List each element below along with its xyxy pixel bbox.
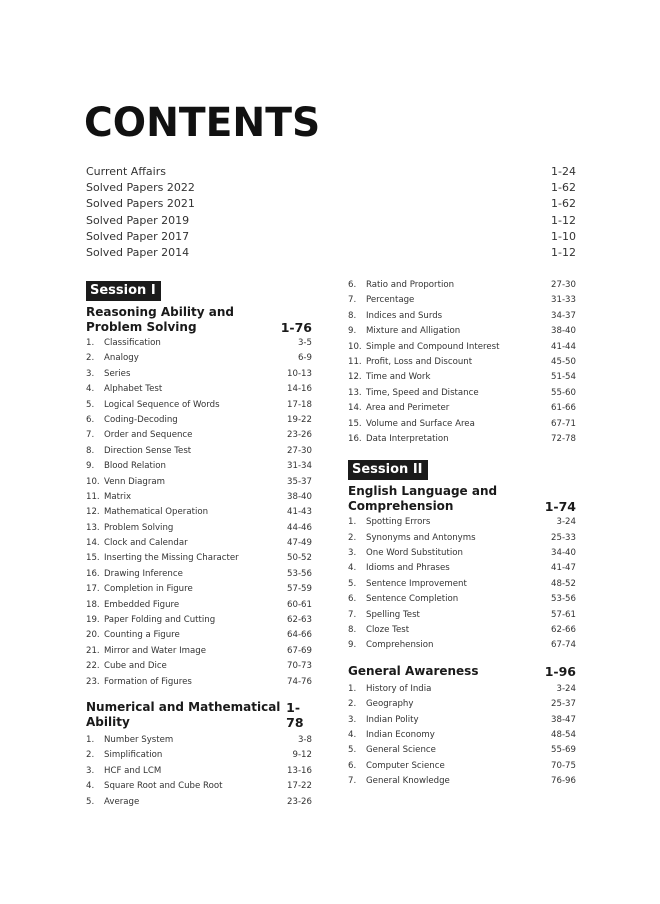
intro-label: Solved Paper 2014 [86,245,190,259]
entry-number: 7. [348,609,357,620]
toc-entry [86,336,312,351]
entry-number: 14. [86,538,100,549]
entry-pages: 60-61 [287,599,312,610]
entry-label: Volume and Surface Area [366,418,475,429]
entry-label: Alphabet Test [104,384,163,395]
toc-entry [86,779,312,794]
toc-entry [348,386,576,401]
session-2-badge: Session II [348,460,428,480]
entry-label: Spelling Test [366,609,420,620]
toc-entry [86,748,312,763]
toc-entry [86,733,312,748]
entry-number: 19. [86,615,100,626]
entry-pages: 41-44 [551,341,576,352]
entry-pages: 27-30 [551,280,576,290]
entry-number: 7. [348,295,357,306]
toc-entry [86,659,312,674]
entry-number: 8. [348,310,357,321]
entry-pages: 51-54 [551,372,576,383]
entry-number: 11. [86,491,100,502]
entry-label: Embedded Figure [104,599,180,610]
toc-entry [86,536,312,551]
intro-pages: 1-62 [551,197,576,211]
entry-label: Analogy [104,353,139,364]
entry-number: 2. [348,532,357,543]
entry-pages: 53-56 [551,594,576,605]
toc-entry [348,697,576,712]
entry-pages: 6-9 [297,353,312,364]
entry-number: 12. [348,372,362,383]
entry-pages: 34-40 [551,548,576,559]
session-1-badge: Session I [86,281,161,301]
entry-label: Square Root and Cube Root [104,781,223,792]
entry-label: Venn Diagram [104,476,166,487]
numerical-list [86,733,312,810]
entry-number: 5. [348,745,357,756]
entry-label: Geography [366,699,414,710]
entry-label: Clock and Calendar [104,538,188,549]
entry-pages: 47-49 [287,538,312,549]
entry-label: Mixture and Alligation [366,326,461,337]
entry-label: Counting a Figure [104,630,180,641]
entry-number: 15. [348,418,362,429]
entry-label: Problem Solving [104,522,174,533]
entry-pages: 67-71 [551,418,576,429]
toc-entry [348,713,576,728]
english-heading [348,484,576,514]
english-title-line2: Comprehension [348,499,454,514]
entry-number: 18. [86,599,100,610]
toc-entry [86,444,312,459]
intro-label: Solved Papers 2021 [86,197,195,211]
toc-entry [348,743,576,758]
reasoning-title-line1: Reasoning Ability and [86,305,235,319]
entry-label: Inserting the Missing Character [104,553,239,564]
toc-entry [348,355,576,370]
intro-row [86,180,576,196]
general-title: General Awareness [348,663,479,678]
entry-label: Time and Work [366,372,431,383]
entry-pages: 70-73 [287,661,312,672]
entry-pages: 10-13 [287,368,312,379]
numerical-pages: 1-78 [286,699,304,730]
entry-label: Classification [104,338,161,348]
toc-entry [86,428,312,443]
toc-entry [348,417,576,432]
intro-pages: 1-12 [551,245,576,259]
entry-number: 6. [348,760,357,771]
entry-pages: 67-69 [287,645,312,656]
entry-number: 1. [348,517,357,528]
entry-number: 13. [348,387,362,398]
numerical-title: Numerical and Mathematical Ability [86,699,281,729]
entry-pages: 45-50 [551,356,576,367]
toc-entry [348,309,576,324]
entry-number: 9. [348,640,357,651]
entry-label: Computer Science [366,760,445,771]
entry-number: 22. [86,661,100,672]
intro-label: Solved Papers 2022 [86,181,195,195]
toc-entry [86,567,312,582]
toc-entry [86,551,312,566]
entry-pages: 38-40 [551,326,576,337]
entry-number: 17. [86,584,100,595]
entry-number: 4. [348,563,357,574]
entry-label: Completion in Figure [104,584,193,595]
intro-pages: 1-24 [551,165,576,178]
reasoning-heading [86,305,312,335]
entry-number: 10. [348,341,362,352]
toc-entry [86,795,312,810]
entry-label: Percentage [366,295,415,306]
toc-entry [86,598,312,613]
entry-label: Formation of Figures [104,676,192,687]
entry-number: 2. [348,699,357,710]
entry-pages: 9-12 [292,750,312,761]
entry-number: 3. [348,548,357,559]
entry-pages: 55-60 [551,387,576,398]
entry-pages: 48-54 [551,729,576,740]
intro-label: Solved Paper 2017 [86,229,190,243]
reasoning-list [86,336,312,690]
entry-label: Data Interpretation [366,433,449,444]
toc-entry [348,608,576,623]
entry-label: HCF and LCM [104,765,162,776]
entry-number: 2. [86,750,95,761]
entry-pages: 50-52 [287,553,312,564]
entry-pages: 57-61 [551,609,576,620]
entry-number: 21. [86,645,100,656]
entry-number: 8. [348,625,357,636]
toc-entry [348,515,576,530]
entry-pages: 70-75 [551,760,576,771]
page-title: CONTENTS [84,100,321,146]
entry-label: Cloze Test [366,625,410,636]
toc-entry [86,351,312,366]
entry-pages: 62-66 [551,625,576,636]
intro-pages: 1-62 [551,181,576,195]
toc-entry [86,675,312,690]
entry-number: 2. [86,353,95,364]
entry-pages: 76-96 [551,776,576,787]
toc-entry [86,613,312,628]
entry-label: Area and Perimeter [366,403,450,414]
entry-label: Profit, Loss and Discount [366,356,473,367]
entry-label: Matrix [104,491,132,502]
entry-pages: 48-52 [551,578,576,589]
entry-number: 20. [86,630,100,641]
entry-number: 7. [348,776,357,787]
entry-label: Mathematical Operation [104,507,209,518]
entry-pages: 55-69 [551,745,576,756]
entry-pages: 13-16 [287,765,312,776]
intro-row [86,245,576,261]
toc-entry [348,531,576,546]
entry-pages: 25-37 [551,699,576,710]
entry-label: Sentence Completion [366,594,459,605]
entry-number: 3. [86,368,95,379]
entry-pages: 53-56 [287,568,312,579]
entry-pages: 72-78 [551,433,576,444]
entry-label: Mirror and Water Image [104,645,206,656]
toc-entry [86,459,312,474]
toc-entry [86,521,312,536]
entry-number: 3. [348,714,357,725]
entry-number: 15. [86,553,100,564]
entry-pages: 41-43 [287,507,312,518]
entry-number: 5. [86,399,95,410]
entry-number: 1. [86,338,95,348]
intro-row [86,196,576,212]
english-list [348,515,576,654]
entry-label: Order and Sequence [104,430,193,441]
entry-pages: 25-33 [551,532,576,543]
entry-number: 4. [86,384,95,395]
intro-pages: 1-12 [551,213,576,227]
english-pages: 1-74 [544,499,576,515]
entry-number: 5. [348,578,357,589]
entry-pages: 3-5 [297,338,312,348]
entry-label: Series [104,368,131,379]
toc-entry [348,293,576,308]
entry-label: Average [104,796,140,807]
toc-entry [86,628,312,643]
intro-row [86,213,576,229]
entry-pages: 31-34 [287,461,312,472]
numerical-list-continued [348,278,576,447]
entry-number: 16. [348,433,362,444]
entry-number: 6. [348,280,357,290]
entry-pages: 38-40 [287,491,312,502]
toc-entry [348,682,576,697]
entry-number: 14. [348,403,362,414]
entry-number: 4. [348,729,357,740]
entry-label: History of India [366,683,432,694]
entry-number: 13. [86,522,100,533]
entry-pages: 27-30 [287,445,312,456]
entry-pages: 17-22 [287,781,312,792]
entry-pages: 61-66 [551,403,576,414]
entry-label: Synonyms and Antonyms [366,532,476,543]
toc-entry [348,638,576,653]
entry-number: 8. [86,445,95,456]
toc-entry [348,561,576,576]
entry-label: General Science [366,745,436,756]
entry-number: 23. [86,676,100,687]
entry-number: 6. [348,594,357,605]
entry-number: 10. [86,476,100,487]
general-list [348,682,576,790]
general-pages: 1-96 [544,663,576,679]
entry-pages: 19-22 [287,414,312,425]
toc-entry [86,382,312,397]
entry-pages: 41-47 [551,563,576,574]
entry-label: Drawing Inference [104,568,183,579]
toc-entry [348,401,576,416]
entry-label: Simplification [104,750,163,761]
entry-pages: 3-24 [556,683,576,694]
toc-entry [86,505,312,520]
toc-entry [348,546,576,561]
intro-label: Current Affairs [86,165,166,178]
reasoning-pages: 1-76 [280,320,312,335]
entry-number: 4. [86,781,95,792]
entry-number: 3. [86,765,95,776]
toc-entry [86,367,312,382]
entry-pages: 44-46 [287,522,312,533]
toc-entry [86,475,312,490]
entry-label: Coding-Decoding [104,414,178,425]
entry-number: 7. [86,430,95,441]
toc-entry [348,324,576,339]
entry-number: 9. [86,461,95,472]
entry-label: Ratio and Proportion [366,280,455,290]
entry-pages: 67-74 [551,640,576,651]
entry-label: Indices and Surds [366,310,443,321]
toc-entry [348,728,576,743]
entry-label: Blood Relation [104,461,166,472]
entry-label: Simple and Compound Interest [366,341,500,352]
toc-entry [348,592,576,607]
intro-row [86,229,576,245]
entry-pages: 23-26 [287,430,312,441]
entry-number: 1. [348,683,357,694]
toc-entry [86,398,312,413]
entry-pages: 35-37 [287,476,312,487]
entry-label: Time, Speed and Distance [366,387,479,398]
general-heading [348,664,576,679]
entry-pages: 3-24 [556,517,576,528]
entry-label: Indian Economy [366,729,435,740]
entry-label: Comprehension [366,640,434,651]
entry-label: Idioms and Phrases [366,563,450,574]
entry-number: 5. [86,796,95,807]
entry-pages: 23-26 [287,796,312,807]
entry-label: One Word Substitution [366,548,463,559]
intro-list [86,164,576,261]
toc-entry [86,582,312,597]
entry-pages: 38-47 [551,714,576,725]
entry-pages: 64-66 [287,630,312,641]
intro-row [86,164,576,180]
entry-number: 1. [86,734,95,745]
entry-pages: 34-37 [551,310,576,321]
entry-label: Sentence Improvement [366,578,467,589]
entry-pages: 31-33 [551,295,576,306]
toc-entry [348,577,576,592]
entry-pages: 14-16 [287,384,312,395]
intro-label: Solved Paper 2019 [86,213,190,227]
entry-label: Spotting Errors [366,517,431,528]
entry-label: Logical Sequence of Words [104,399,220,410]
entry-label: General Knowledge [366,776,450,787]
left-column [86,279,312,810]
entry-number: 9. [348,326,357,337]
toc-entry [348,774,576,789]
entry-pages: 57-59 [287,584,312,595]
entry-label: Direction Sense Test [104,445,192,456]
entry-number: 6. [86,414,95,425]
toc-entry [348,432,576,447]
toc-entry [348,623,576,638]
right-column [348,278,576,790]
entry-pages: 3-8 [297,734,312,745]
toc-entry [86,490,312,505]
entry-number: 11. [348,356,362,367]
entry-pages: 17-18 [287,399,312,410]
entry-label: Cube and Dice [104,661,167,672]
toc-entry [348,278,576,293]
reasoning-title-line2: Problem Solving [86,320,197,334]
entry-pages: 62-63 [287,615,312,626]
english-title-line1: English Language and [348,484,498,499]
entry-number: 16. [86,568,100,579]
entry-label: Number System [104,734,174,745]
entry-number: 12. [86,507,100,518]
toc-entry [86,644,312,659]
entry-label: Indian Polity [366,714,419,725]
toc-entry [86,413,312,428]
toc-entry [348,340,576,355]
toc-entry [86,764,312,779]
entry-pages: 74-76 [287,676,312,687]
toc-entry [348,759,576,774]
entry-label: Paper Folding and Cutting [104,615,216,626]
intro-pages: 1-10 [551,229,576,243]
toc-entry [348,370,576,385]
numerical-heading [86,700,312,730]
